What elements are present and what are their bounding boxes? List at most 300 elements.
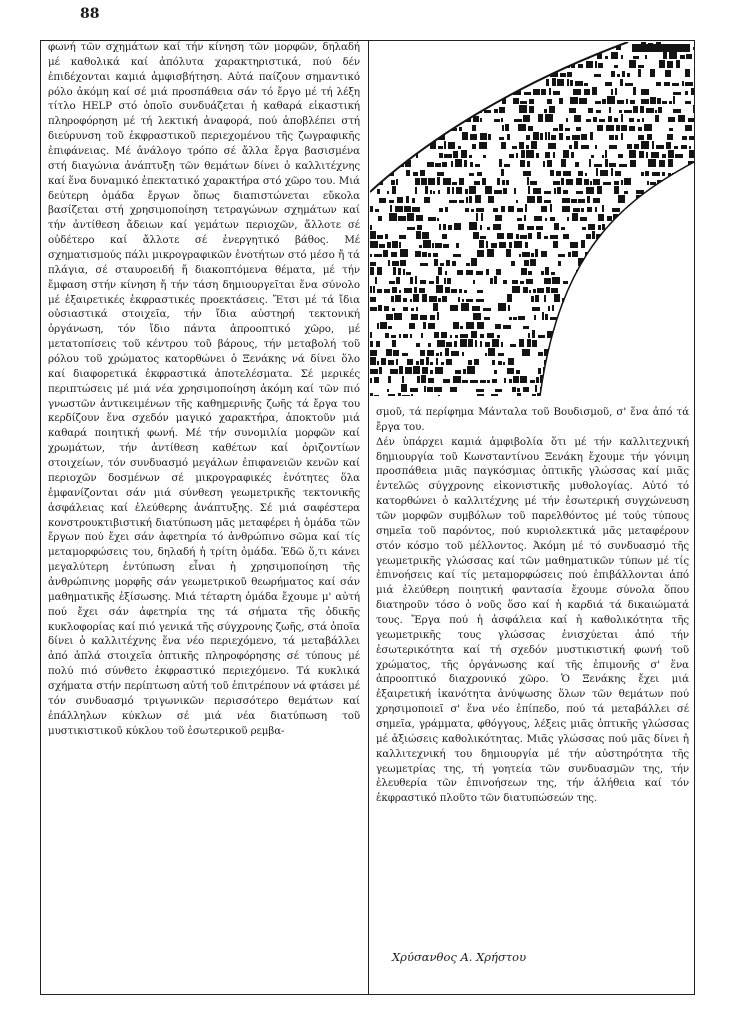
artwork-glyph-mark	[639, 263, 645, 266]
artwork-glyph-mark	[370, 73, 377, 77]
artwork-glyph-mark	[691, 88, 694, 95]
artwork-glyph-mark	[656, 145, 664, 149]
artwork-glyph-mark	[635, 204, 640, 212]
artwork-glyph-mark	[389, 200, 394, 203]
artwork-glyph-mark	[657, 317, 664, 320]
artwork-glyph-mark	[689, 150, 694, 158]
artwork-glyph-mark	[622, 251, 628, 257]
artwork-glyph-mark	[633, 389, 637, 392]
artwork-glyph-mark	[571, 199, 577, 203]
artwork-glyph-mark	[448, 142, 455, 149]
artwork-glyph-mark	[495, 389, 502, 392]
artwork-glyph-mark	[627, 360, 634, 365]
artwork-glyph-mark	[509, 379, 512, 383]
artwork-glyph-mark	[479, 142, 487, 149]
artwork-glyph-mark	[393, 350, 399, 356]
artwork-glyph-mark	[445, 45, 451, 50]
artwork-glyph-mark	[664, 387, 670, 392]
artwork-glyph-mark	[597, 313, 604, 320]
artwork-glyph-mark	[572, 251, 578, 257]
artwork-glyph-mark	[602, 155, 604, 158]
artwork-glyph-mark	[498, 303, 506, 311]
artwork-glyph-mark	[640, 106, 644, 113]
artwork-glyph-mark	[531, 253, 534, 257]
artwork-glyph-mark	[605, 82, 612, 86]
right-column-paragraph-1: σμοῦ, τά περίφημα Μάνταλα τοῦ Βουδισμοῦ, σ' ἕνα ἀπό τά ἔργα του.	[376, 406, 689, 433]
artwork-glyph-mark	[452, 101, 454, 104]
artwork-glyph-mark	[401, 143, 406, 149]
artwork-glyph-mark	[503, 280, 507, 284]
artwork-glyph-mark	[383, 69, 385, 77]
artwork-glyph-mark	[613, 242, 620, 248]
artwork-glyph-mark	[545, 114, 553, 122]
artwork-glyph-mark	[424, 386, 426, 392]
artwork-glyph-mark	[431, 63, 439, 68]
artwork-glyph-mark	[641, 172, 644, 176]
artwork-glyph-mark	[470, 162, 473, 167]
artwork-glyph-mark	[590, 308, 592, 311]
artwork-glyph-mark	[554, 375, 560, 383]
artwork-glyph-mark	[627, 314, 631, 320]
artwork-glyph-mark	[567, 308, 574, 311]
artwork-glyph-mark	[424, 197, 430, 203]
artwork-glyph-mark	[500, 62, 502, 68]
artwork-glyph-mark	[492, 81, 494, 86]
artwork-glyph-mark	[437, 172, 444, 176]
artwork-glyph-mark	[622, 71, 625, 77]
artwork-glyph-mark	[571, 152, 574, 158]
artwork-glyph-mark	[414, 55, 419, 59]
artwork-glyph-mark	[425, 116, 428, 122]
artwork-glyph-mark	[553, 128, 558, 131]
artwork-glyph-mark	[476, 101, 484, 104]
artwork-glyph-mark	[377, 361, 379, 365]
artwork-glyph-mark	[494, 370, 497, 374]
artwork-glyph-mark	[458, 78, 465, 86]
artwork-glyph-mark	[545, 314, 548, 320]
artwork-glyph-mark	[370, 393, 373, 396]
artwork-glyph-mark	[469, 155, 472, 158]
artwork-glyph-mark	[450, 387, 457, 392]
artwork-glyph-mark	[434, 55, 438, 59]
artwork-glyph-mark	[596, 281, 598, 284]
artwork-glyph-mark	[622, 371, 625, 374]
artwork-glyph-mark	[427, 162, 434, 167]
artwork-glyph-mark	[416, 361, 419, 365]
artwork-glyph-mark	[633, 106, 638, 113]
artwork-glyph-mark	[582, 227, 586, 230]
artwork-glyph-mark	[504, 81, 512, 86]
artwork-glyph-mark	[435, 367, 443, 374]
artwork-glyph-mark	[416, 307, 418, 311]
artwork-glyph-mark	[384, 306, 389, 311]
artwork-glyph-mark	[426, 357, 429, 365]
artwork-glyph-mark	[466, 197, 468, 203]
left-column-text: φωνή τῶν σχημάτων καί τήν κίνηση τῶν μορφῶν, δηλαδή μέ καθολικά καί ἀπόλυτα χαρακτηριστικά, πού δέν ἐπιδέχονται καμιά ἀμφισβήτηση. Αὐτά παίζουν σημαντικό ρόλο ἀκόμη καί σέ μιά προσπάθεια σάν τό ἔργο μέ τή λέξη τίτλο HELP στό ὁποῖο συνδυάζεται ἡ καθαρά εἰκαστική πληροφόρηση μέ τή λεκτική ἀναφορά, πού ἀποβλέπει στή διεύρυνση τοῦ ἐκφραστικοῦ περιεχομένου τῆς ζωγραφικῆς ἐπιφάνειας. Μέ ἀνάλογο τρόπο σέ ἄλλα ἔργα βασισμένα στή διαγώνια ἀνάπτυξη τῶν θεμάτων δίνει ὁ καλλιτέχνης καί ἕνα δυναμικό ἐπεκτατικό χαρακτήρα στό χῶρο του. Μιά δεύτερη ὁμάδα ἔργων ὅπως διαπιστώνεται εὔκολα βασίζεται στή χρησιμοποίηση τετραγώνων σχημάτων καί τήν ἀντίθεση ἄδειων καί γεμάτων περιοχῶν, ἄλλοτε σέ οὐδέτερο καί ἄλλοτε σέ ἐνεργητικό βάθος. Μέ σχηματισμούς πάλι μικρογραφικῶν ἑνοτήτων στό μέσο ἤ τά πλάγια, σέ σταυροειδή ἤ διακοπτόμενα θέματα, μέ τήν ἔμφαση στήν κίνηση ἤ τήν τάση δημιουργεῖται ἕνα σύνολο μέ ἐξαιρετικές ἐκφραστικές προεκτάσεις. Ἔτσι μέ τά ἴδια οὐσιαστικά στοιχεῖα, τήν ἴδια αὐστηρή τεκτονική ὀργάνωση, τόν ἴδιο πάντα ἀπροοπτικό χῶρο, μέ μετατοπίσεις τοῦ κέντρου τοῦ βάρους, τήν μεταβολή τοῦ ρόλου τοῦ χρώματος κατορθώνει ὁ Ξενάκης νά δίνει ὅλο καί διαφορετικά ἐκφραστικά ἀποτελέσματα. Σέ μερικές περιπτώσεις μέ μιά νέα χρησιμοποίηση ἀκόμη καί τῶν πιό γνωστῶν ἀντικειμένων τῆς καθημερινῆς ζωῆς τά ἔργα του κερδίζουν ἕνα σχεδόν μαγικό χαρακτήρα, ἀποκτοῦν μιά καθαρά ποιητική φωνή. Μέ τήν συνομιλία μορφῶν καί χρωμάτων, τήν ἀντίθεση καθέτων καί ὁριζοντίων στοιχείων, τόν συνδυασμό μεγάλων ἐπιφανειῶν κενῶν καί περιοχῶν δοσμένων σέ μικρογραφικές ἑνότητες ὅλα ἐμφανίζονται σάν μιά σύνθεση γεωμετρικῆς τεκτονικῆς ἀσφάλειας καί ἐλεύθερης ἀνάπτυξης. Σέ μιά σαφέστερα κονστρουκτιβιστική διατύπωση μᾶς μεταφέρει ἡ ὁμάδα τῶν ἔργων πού ἔχει σάν ἀφετηρία τό ἀνθρώπινο σῶμα καί τίς μεταμορφώσεις του, δηλαδή ἡ τρίτη ὁμάδα. Ἐδῶ ὅ,τι κάνει μεγαλύτερη ἐντύπωση εἶναι ἡ χρησιμοποίηση τῆς ἀνθρώπινης μορφῆς σάν γεωμετρικοῦ θεωρήματος καί σάν μαθηματικῆς ἐξίσωσης. Μιά τέταρτη ὁμάδα ἔχουμε μ' αὐτή πού ἔχει σάν ἀφετηρία της τά σήματα τῆς ὁδικῆς κυκλοφορίας καί πιό γενικά τῆς σύγχρονης ζωῆς, στά ὁποῖα δίνει ὁ καλλιτέχνης ἕνα νέο περιεχόμενο, τά μεταβάλλει ἀπό ἁπλά στοιχεῖα ὀπτικῆς πληροφόρησης σέ τύπους μέ πολύ πιό σύνθετο ἐκφραστικό περιεχόμενο. Τά κυκλικά σχήματα στήν περίπτωση αὐτή τοῦ ἐπιτρέπουν νά φτάσει μέ τόν συνδυασμό τριγωνικῶν περισσότερο θεμάτων καί ἐπάλληλων κύκλων σέ μιά νέα διατύπωση τοῦ μυστικιστικοῦ κύκλου τοῦ ἐσωτερικοῦ ρεμβα-	[48, 41, 360, 737]
artwork-glyph-mark	[596, 289, 601, 293]
artwork-glyph-mark	[626, 99, 628, 104]
artwork-glyph-mark	[434, 259, 438, 266]
artwork-glyph-mark	[676, 218, 682, 221]
artwork-glyph-mark	[468, 339, 473, 347]
artwork-glyph-mark	[516, 200, 518, 203]
artwork-glyph-mark	[584, 89, 590, 95]
artwork-glyph-mark	[400, 249, 408, 257]
artwork-glyph-mark	[449, 200, 457, 203]
artwork-glyph-mark	[563, 150, 569, 158]
artwork-glyph-mark	[685, 82, 693, 86]
artwork-glyph-mark	[458, 297, 460, 302]
artwork-glyph-mark	[655, 295, 657, 302]
artwork-glyph-mark	[405, 367, 412, 374]
artwork-glyph-mark	[406, 100, 413, 104]
artwork-glyph-mark	[528, 271, 532, 275]
artwork-glyph-mark	[391, 100, 393, 104]
artwork-glyph-mark	[501, 206, 505, 212]
artwork-glyph-mark	[474, 181, 480, 185]
artwork-glyph-mark	[563, 171, 571, 176]
artwork-glyph-mark	[581, 134, 587, 140]
artwork-glyph-mark	[393, 47, 399, 50]
artwork-glyph-mark	[533, 132, 539, 140]
artwork-glyph-mark	[550, 235, 558, 239]
artwork-glyph-mark	[693, 47, 694, 50]
artwork-glyph-mark	[591, 362, 595, 365]
artwork-glyph-mark	[373, 286, 375, 293]
artwork-glyph-mark	[497, 178, 500, 185]
artwork-glyph-mark	[587, 196, 590, 203]
artwork-glyph-mark	[445, 287, 450, 293]
artwork-glyph-mark	[662, 222, 668, 230]
artwork-glyph-mark	[679, 314, 685, 320]
artwork-glyph-mark	[370, 63, 372, 68]
artwork-glyph-mark	[547, 99, 552, 104]
artwork-glyph-mark	[668, 159, 673, 167]
artwork-glyph-mark	[438, 267, 442, 275]
artwork-glyph-mark	[421, 333, 423, 338]
artwork-glyph-mark	[600, 170, 608, 176]
artwork-glyph-mark	[599, 298, 606, 302]
artwork-glyph-mark	[551, 288, 558, 293]
artwork-glyph-mark	[392, 261, 399, 266]
artwork-glyph-mark	[607, 377, 611, 383]
artwork-glyph-mark	[484, 317, 490, 320]
artwork-glyph-mark	[640, 388, 644, 392]
artwork-glyph-mark	[639, 151, 644, 158]
artwork-glyph-mark	[665, 181, 668, 185]
artwork-glyph-mark	[575, 287, 577, 293]
artwork-glyph-mark	[670, 258, 676, 266]
artwork-glyph-mark	[446, 260, 450, 266]
artwork-glyph-mark	[602, 286, 609, 293]
artwork-glyph-mark	[383, 63, 385, 68]
artwork-glyph-mark	[610, 304, 612, 311]
artwork-glyph-mark	[447, 278, 451, 284]
artwork-glyph-mark	[553, 181, 560, 185]
artwork-glyph-mark	[613, 339, 621, 347]
artwork-glyph-mark	[572, 350, 577, 356]
artwork-glyph-mark	[474, 65, 476, 68]
artwork-glyph-mark	[680, 55, 685, 59]
artwork-glyph-mark	[400, 47, 406, 50]
artwork-glyph-mark	[427, 132, 429, 140]
artwork-glyph-mark	[444, 91, 452, 95]
artwork-glyph-mark	[503, 362, 505, 365]
artwork-glyph-mark	[389, 137, 391, 140]
artwork-glyph-mark	[432, 243, 434, 248]
artwork-glyph-mark	[663, 52, 667, 59]
artwork-glyph-mark	[422, 42, 425, 50]
artwork-glyph-mark	[493, 208, 498, 212]
artwork-glyph-mark	[549, 106, 555, 113]
artwork-glyph-mark	[440, 263, 444, 266]
artwork-glyph-mark	[434, 116, 442, 122]
artwork-glyph-mark	[388, 71, 393, 77]
artwork-glyph-mark	[471, 331, 477, 338]
artwork-glyph-mark	[491, 62, 494, 68]
artwork-glyph-mark	[686, 54, 692, 59]
artwork-glyph-mark	[520, 101, 527, 104]
artwork-glyph-mark	[523, 171, 531, 176]
artwork-glyph-mark	[683, 213, 690, 221]
artwork-glyph-mark	[680, 222, 687, 230]
artwork-glyph-mark	[400, 132, 403, 140]
artwork-glyph-mark	[623, 298, 625, 302]
artwork-glyph-mark	[436, 91, 442, 95]
artwork-glyph-mark	[406, 272, 411, 275]
artwork-glyph-mark	[528, 186, 530, 194]
artwork-glyph-mark	[501, 342, 503, 347]
artwork-glyph-mark	[521, 150, 525, 158]
artwork-glyph-mark	[557, 187, 561, 194]
artwork-glyph-mark	[667, 61, 673, 68]
right-column-paragraph-2: Δέν ὑπάρχει καμιά ἀμφιβολία ὅτι μέ τήν καλλιτεχνική δημιουργία τοῦ Κωνσταντίνου Ξενάκη ἔχουμε τήν γόνιμη προσπάθεια μιᾶς παγκόσμιας ὀπτικῆς γλώσσας καί μιᾶς ἐντελῶς σύγχρονης εἰκονιστικῆς μυθολογίας. Αὐτό τό κατορθώνει ὁ καλλιτέχνης μέ τήν ἐσωτερική συγχώνευση τῶν μορφῶν συμβόλων τοῦ παρελθόντος μέ τούς τύπους σημεῖα τοῦ παρόντος, πού κυριολεκτικά μᾶς μεταφέρουν στόν κόσμο τοῦ μέλλοντος. Ἀκόμη μέ τό συνδυασμό τῆς γεωμετρικῆς γλώσσας καί τῶν μαθηματικῶν τύπων μέ τίς ἐπινοήσεις καί τίς μεταμορφώσεις πού ἐπιβάλλονται ἀπό μιά ἐλεύθερη ποιητική φαντασία ἔχουμε σύνολα ὅπου διατηροῦν τόσο ὁ νοῦς ὅσο καί ἡ καρδιά τά δικαιώματά τους. Ἔργα πού ἡ ἀσφάλεια καί ἡ καθολικότητα τῆς γεωμετρικῆς τους γλώσσας ἐνισχύεται ἀπό τήν ἐσωτερικότητα καί τή σχεδόν μυστικιστική φωνή τοῦ χρώματος, τῆς ὀργάνωσης καί τῆς ἐπιμονῆς σ' ἕνα ἀπροοπτικό διαχρονικό χῶρο. Ὁ Ξενάκης ἔχει μιά ἐξαιρετική ἱκανότητα ἀνύψωσης ὅλων τῶν θεμάτων πού χρησιμοποιεῖ σ' ἕνα νέο ἐπίπεδο, πού τά μεταβάλλει σέ σημεῖα, γράμματα, φθόγγους, λέξεις μιᾶς ὀπτικῆς γλώσσας μέ ἀξιώσεις καθολικότητας. Μιᾶς γλώσσας πού μᾶς δίνει ἡ καλλιτεχνική του δημιουργία μέ τήν αὐστηρότητα τῆς γεωμετρίας της, τή γοητεία τῶν συνδυασμῶν της, τήν ἐλευθερία τῶν ἐπινοήσεων της, τήν ἀλήθεια καί τόν ἐκφραστικό πλοῦτο τῶν διατυπώσεών της.	[376, 435, 689, 805]
artwork-glyph-mark	[416, 143, 422, 149]
artwork-glyph-mark	[615, 171, 621, 176]
artwork-glyph-mark	[689, 234, 691, 239]
artwork-glyph-mark	[535, 249, 538, 257]
artwork-glyph-mark	[462, 352, 464, 356]
artwork-glyph-mark	[652, 367, 659, 374]
artwork-glyph-mark	[666, 348, 670, 356]
artwork-glyph-mark	[434, 126, 436, 131]
artwork-glyph-mark	[579, 326, 586, 329]
artwork-glyph-mark	[592, 231, 595, 239]
artwork-glyph-mark	[417, 376, 420, 383]
artwork-glyph-mark	[573, 89, 581, 95]
artwork-glyph-mark	[487, 227, 490, 230]
artwork-glyph-mark	[388, 326, 392, 329]
artwork-glyph-mark	[472, 125, 476, 131]
artwork-glyph-mark	[607, 341, 610, 347]
artwork-glyph-mark	[427, 350, 434, 356]
artwork-glyph-mark	[553, 389, 555, 392]
artwork-glyph-mark	[551, 395, 557, 396]
artwork-glyph-mark	[479, 240, 484, 248]
artwork-glyph-mark	[374, 377, 379, 383]
artwork-glyph-mark	[553, 91, 560, 95]
artwork-glyph-mark	[395, 295, 401, 302]
artwork-glyph-mark	[658, 107, 662, 113]
artwork-glyph-mark	[656, 82, 661, 86]
artwork-glyph-mark	[512, 146, 517, 149]
artwork-glyph-mark	[477, 250, 484, 257]
artwork-glyph-mark	[415, 61, 423, 68]
artwork-glyph-mark	[496, 269, 501, 275]
artwork-glyph-mark	[511, 261, 515, 266]
artwork-glyph-mark	[428, 343, 431, 347]
artwork-glyph-mark	[473, 232, 479, 239]
artwork-glyph-mark	[469, 173, 474, 176]
artwork-glyph-mark	[430, 370, 433, 374]
artwork-glyph-mark	[528, 233, 532, 239]
artwork-glyph-mark	[526, 279, 533, 284]
artwork-glyph-mark	[455, 159, 462, 167]
artwork-glyph-mark	[527, 196, 535, 203]
artwork-glyph-mark	[614, 186, 619, 194]
artwork-glyph-mark	[377, 289, 382, 293]
left-column	[48, 40, 360, 990]
artwork-glyph-mark	[624, 178, 631, 185]
artwork-glyph-mark	[422, 367, 428, 374]
artwork-glyph-mark	[514, 188, 516, 194]
artwork-glyph-mark	[391, 252, 397, 257]
artwork-glyph-mark	[613, 271, 616, 275]
artwork-glyph-mark	[661, 261, 663, 266]
artwork-glyph-mark	[483, 91, 485, 95]
artwork-glyph-mark	[421, 375, 426, 383]
artwork-glyph-mark	[454, 223, 461, 230]
artwork-glyph-mark	[685, 186, 688, 194]
artwork-glyph-mark	[482, 178, 486, 185]
artwork-glyph-mark	[549, 88, 551, 95]
artwork-glyph-mark	[659, 231, 667, 239]
artwork-glyph-mark	[597, 186, 602, 194]
artwork-glyph-mark	[394, 137, 397, 140]
artwork-glyph-mark	[613, 304, 618, 311]
artwork-glyph-mark	[584, 83, 588, 86]
artwork-glyph-mark	[464, 160, 467, 167]
artwork-glyph-mark	[611, 387, 616, 392]
artwork-glyph-mark	[486, 269, 489, 275]
artwork-glyph-mark	[484, 110, 491, 113]
artwork-glyph-mark	[673, 307, 679, 311]
artwork-glyph-mark	[572, 213, 578, 221]
artwork-glyph-mark	[568, 299, 575, 302]
artwork-glyph-mark	[416, 215, 423, 221]
artwork-glyph-mark	[588, 108, 593, 113]
artwork-glyph-mark	[673, 96, 675, 104]
artwork-glyph-mark	[568, 252, 571, 257]
artwork-glyph-mark	[602, 245, 604, 248]
artwork-glyph-mark	[465, 189, 468, 194]
artwork-glyph-mark	[458, 60, 460, 68]
artwork-glyph-mark	[442, 296, 447, 302]
artwork-glyph-mark	[568, 343, 575, 347]
artwork-glyph-mark	[436, 276, 439, 284]
artwork-glyph-mark	[612, 208, 620, 212]
artwork-glyph-mark	[635, 343, 641, 347]
artwork-glyph-mark	[627, 73, 630, 77]
artwork-glyph-mark	[619, 358, 625, 365]
artwork-glyph-mark	[452, 187, 454, 194]
artwork-glyph-mark	[625, 83, 633, 86]
artwork-glyph-mark	[414, 45, 416, 50]
artwork-glyph-mark	[645, 171, 649, 176]
artwork-glyph-mark	[563, 281, 568, 284]
artwork-glyph-mark	[596, 168, 598, 176]
artwork-glyph-mark	[429, 296, 437, 302]
artwork-glyph-mark	[644, 124, 652, 131]
artwork-glyph-mark	[561, 227, 565, 230]
artwork-glyph-mark	[650, 97, 656, 104]
artwork-glyph-mark	[662, 101, 667, 104]
artwork-glyph-mark	[689, 178, 694, 185]
artwork-glyph-mark	[667, 278, 673, 284]
artwork-glyph-mark	[429, 88, 435, 95]
artwork-glyph-mark	[498, 353, 504, 356]
artwork-glyph-mark	[370, 231, 376, 239]
artwork-glyph-mark	[420, 359, 424, 365]
artwork-glyph-mark	[614, 279, 618, 284]
artwork-glyph-mark	[435, 243, 442, 248]
artwork-glyph-mark	[497, 47, 502, 50]
artwork-glyph-mark	[409, 145, 414, 149]
artwork-glyph-mark	[428, 53, 433, 59]
artwork-glyph-mark	[445, 207, 448, 212]
artwork-glyph-mark	[609, 280, 612, 284]
artwork-glyph-mark	[642, 118, 644, 122]
artwork-glyph-mark	[559, 124, 563, 131]
artwork-glyph-mark	[538, 335, 545, 338]
artwork-glyph-mark	[559, 98, 563, 104]
artwork-glyph-mark	[550, 170, 554, 176]
artwork-glyph-mark	[504, 378, 506, 383]
artwork-glyph-mark	[476, 271, 483, 275]
artwork-glyph-mark	[644, 339, 652, 347]
artwork-glyph-mark	[592, 87, 597, 95]
artwork-glyph-mark	[486, 241, 488, 248]
artwork-glyph-mark	[540, 133, 543, 140]
artwork-glyph-mark	[619, 276, 624, 284]
artwork-glyph-mark	[567, 217, 569, 221]
artwork-glyph-mark	[428, 178, 435, 185]
artwork-glyph-mark	[577, 341, 585, 347]
artwork-glyph-mark	[674, 189, 676, 194]
artwork-glyph-mark	[475, 340, 477, 347]
artwork-glyph-mark	[670, 252, 673, 257]
artwork-glyph-mark	[493, 224, 501, 230]
artwork-glyph-mark	[634, 144, 639, 149]
artwork-glyph-mark	[646, 352, 652, 356]
artwork-glyph-mark	[452, 182, 457, 185]
artwork-glyph-mark	[560, 73, 566, 77]
artwork-glyph-mark	[619, 110, 622, 113]
artwork-glyph-mark	[576, 178, 582, 185]
artwork-glyph-mark	[491, 394, 498, 396]
artwork-glyph-mark	[397, 197, 403, 203]
artwork-glyph-mark	[560, 330, 563, 338]
artwork-glyph-mark	[543, 161, 545, 167]
artwork-glyph-mark	[561, 159, 566, 167]
artwork-glyph-mark	[524, 92, 531, 95]
artwork-glyph-mark	[552, 43, 557, 50]
artwork-glyph-mark	[370, 297, 376, 302]
artwork-glyph-mark	[413, 172, 418, 176]
artwork-glyph-mark	[599, 119, 605, 122]
artwork-glyph-mark	[370, 206, 373, 212]
artwork-glyph-mark	[522, 252, 530, 257]
